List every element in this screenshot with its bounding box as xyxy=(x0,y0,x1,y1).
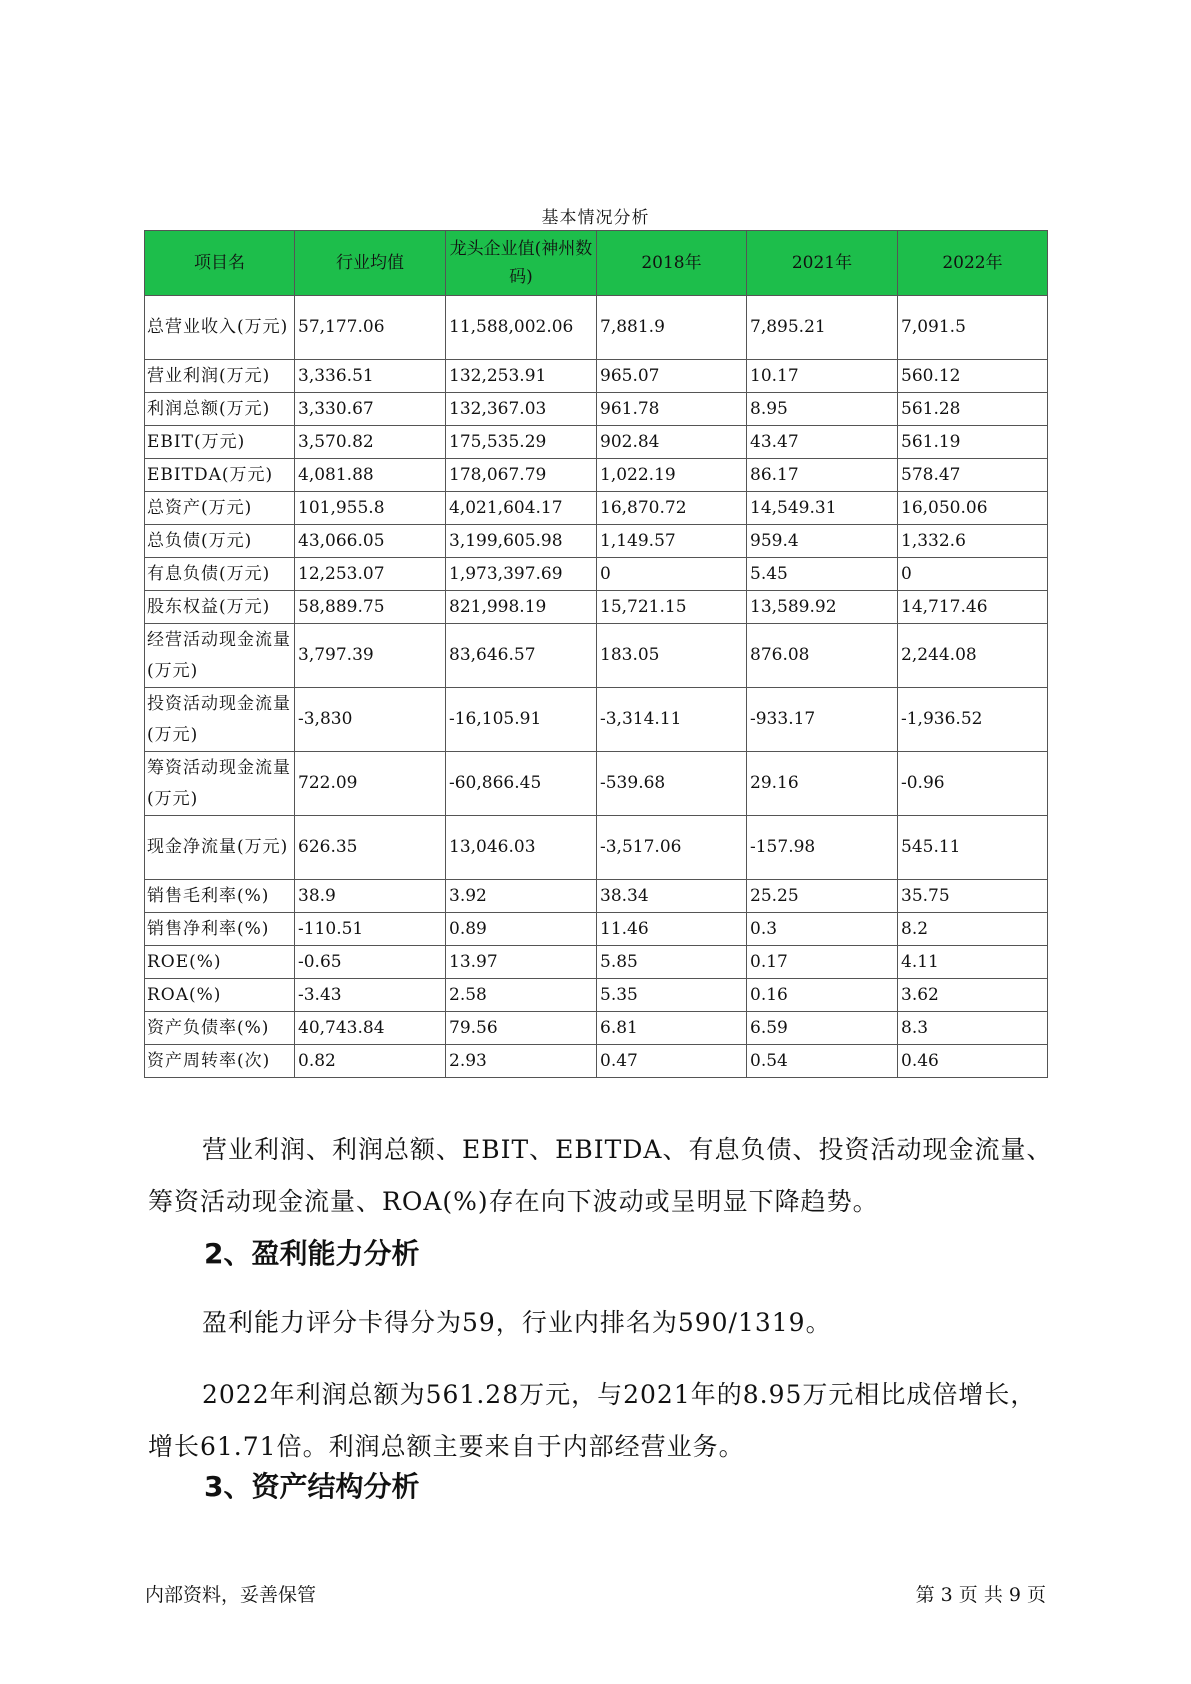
table-cell: 38.34 xyxy=(597,880,747,913)
analysis-paragraph: 营业利润、利润总额、EBIT、EBITDA、有息负债、投资活动现金流量、筹资活动现金流量、ROA(%)存在向下波动或呈明显下降趋势。 xyxy=(148,1135,1053,1216)
table-cell: 4.11 xyxy=(898,946,1048,979)
table-cell: 40,743.84 xyxy=(295,1012,446,1045)
table-caption: 基本情况分析 xyxy=(541,208,650,228)
section-heading-asset-structure: 3、资产结构分析 xyxy=(204,1470,420,1503)
table-row xyxy=(145,816,1048,880)
table-cell: -60,866.45 xyxy=(446,752,597,816)
table-cell: -0.65 xyxy=(295,946,446,979)
table-cell: 11,588,002.06 xyxy=(446,296,597,360)
table-cell: 4,081.88 xyxy=(295,459,446,492)
table-row xyxy=(145,1012,1048,1045)
table-cell: 3,199,605.98 xyxy=(446,525,597,558)
table-cell: 821,998.19 xyxy=(446,591,597,624)
footer-confidential: 内部资料，妥善保管 xyxy=(145,1584,317,1606)
table-cell: 38.9 xyxy=(295,880,446,913)
table-cell: 8.2 xyxy=(898,913,1048,946)
table-row xyxy=(145,688,1048,752)
table-cell: -3,517.06 xyxy=(597,816,747,880)
table-cell: 4,021,604.17 xyxy=(446,492,597,525)
row-label: 股东权益(万元) xyxy=(145,591,295,624)
table-cell: -539.68 xyxy=(597,752,747,816)
table-cell: 175,535.29 xyxy=(446,426,597,459)
table-cell: -933.17 xyxy=(747,688,898,752)
row-label: 现金净流量(万元) xyxy=(145,816,295,880)
table-cell: 1,022.19 xyxy=(597,459,747,492)
table-cell: 16,870.72 xyxy=(597,492,747,525)
table-cell: 578.47 xyxy=(898,459,1048,492)
header-industry-avg: 行业均值 xyxy=(295,231,446,296)
table-cell: 2.93 xyxy=(446,1045,597,1078)
table-cell: 961.78 xyxy=(597,393,747,426)
table-row xyxy=(145,426,1048,459)
table-cell: -1,936.52 xyxy=(898,688,1048,752)
table-cell: 57,177.06 xyxy=(295,296,446,360)
table-cell: 0.89 xyxy=(446,913,597,946)
table-cell: 2.58 xyxy=(446,979,597,1012)
table-cell: 722.09 xyxy=(295,752,446,816)
row-label: 销售净利率(%) xyxy=(145,913,295,946)
table-cell: 16,050.06 xyxy=(898,492,1048,525)
table-cell: 561.28 xyxy=(898,393,1048,426)
table-cell: -3,830 xyxy=(295,688,446,752)
table-cell: -110.51 xyxy=(295,913,446,946)
header-2018: 2018年 xyxy=(597,231,747,296)
table-row xyxy=(145,880,1048,913)
table-row xyxy=(145,624,1048,688)
row-label: EBITDA(万元) xyxy=(145,459,295,492)
row-label: ROA(%) xyxy=(145,979,295,1012)
table-row xyxy=(145,459,1048,492)
table-cell: 15,721.15 xyxy=(597,591,747,624)
table-row xyxy=(145,360,1048,393)
table-cell: -157.98 xyxy=(747,816,898,880)
score-paragraph: 盈利能力评分卡得分为59，行业内排名为590/1319。 xyxy=(202,1308,832,1337)
table-cell: 3,797.39 xyxy=(295,624,446,688)
table-row xyxy=(145,591,1048,624)
table-cell: 43,066.05 xyxy=(295,525,446,558)
table-cell: 3.62 xyxy=(898,979,1048,1012)
table-cell: 876.08 xyxy=(747,624,898,688)
table-cell: 43.47 xyxy=(747,426,898,459)
table-cell: 35.75 xyxy=(898,880,1048,913)
table-cell: 8.95 xyxy=(747,393,898,426)
table-cell: 5.85 xyxy=(597,946,747,979)
row-label: 资产周转率(次) xyxy=(145,1045,295,1078)
table-cell: 14,549.31 xyxy=(747,492,898,525)
table-cell: 25.25 xyxy=(747,880,898,913)
table-row xyxy=(145,752,1048,816)
table-cell: 13.97 xyxy=(446,946,597,979)
table-cell: -3.43 xyxy=(295,979,446,1012)
header-2022: 2022年 xyxy=(898,231,1048,296)
row-label: 筹资活动现金流量(万元) xyxy=(145,752,295,816)
table-cell: 0 xyxy=(597,558,747,591)
header-leader-value: 龙头企业值(神州数码) xyxy=(446,231,597,296)
table-cell: 7,895.21 xyxy=(747,296,898,360)
footer-page-number: 第 3 页 共 9 页 xyxy=(915,1584,1046,1606)
table-row xyxy=(145,913,1048,946)
table-cell: 0.17 xyxy=(747,946,898,979)
table-cell: 560.12 xyxy=(898,360,1048,393)
table-cell: 0.47 xyxy=(597,1045,747,1078)
table-cell: 0.16 xyxy=(747,979,898,1012)
table-cell: 3,330.67 xyxy=(295,393,446,426)
table-header-row xyxy=(145,231,1048,296)
profit-paragraph: 2022年利润总额为561.28万元，与2021年的8.95万元相比成倍增长，增长61.71倍。利润总额主要来自于内部经营业务。 xyxy=(148,1380,1037,1461)
row-label: 投资活动现金流量(万元) xyxy=(145,688,295,752)
table-cell: 5.45 xyxy=(747,558,898,591)
table-cell: 13,589.92 xyxy=(747,591,898,624)
table-cell: 183.05 xyxy=(597,624,747,688)
table-cell: -0.96 xyxy=(898,752,1048,816)
table-cell: 3,336.51 xyxy=(295,360,446,393)
table-cell: 0.82 xyxy=(295,1045,446,1078)
row-label: 经营活动现金流量(万元) xyxy=(145,624,295,688)
table-row xyxy=(145,979,1048,1012)
row-label: 总资产(万元) xyxy=(145,492,295,525)
row-label: 总营业收入(万元) xyxy=(145,296,295,360)
table-cell: 10.17 xyxy=(747,360,898,393)
row-label: EBIT(万元) xyxy=(145,426,295,459)
table-row xyxy=(145,492,1048,525)
table-cell: 1,332.6 xyxy=(898,525,1048,558)
table-cell: 0.3 xyxy=(747,913,898,946)
table-cell: 11.46 xyxy=(597,913,747,946)
row-label: 有息负债(万元) xyxy=(145,558,295,591)
table-cell: 86.17 xyxy=(747,459,898,492)
row-label: ROE(%) xyxy=(145,946,295,979)
table-cell: 1,973,397.69 xyxy=(446,558,597,591)
table-row xyxy=(145,296,1048,360)
row-label: 营业利润(万元) xyxy=(145,360,295,393)
table-cell: 178,067.79 xyxy=(446,459,597,492)
table-cell: 0 xyxy=(898,558,1048,591)
table-cell: 6.81 xyxy=(597,1012,747,1045)
row-label: 资产负债率(%) xyxy=(145,1012,295,1045)
table-cell: 13,046.03 xyxy=(446,816,597,880)
row-label: 总负债(万元) xyxy=(145,525,295,558)
table-cell: 83,646.57 xyxy=(446,624,597,688)
table-cell: 12,253.07 xyxy=(295,558,446,591)
table-cell: 2,244.08 xyxy=(898,624,1048,688)
financial-table xyxy=(144,230,1048,1078)
table-cell: -3,314.11 xyxy=(597,688,747,752)
table-cell: 0.54 xyxy=(747,1045,898,1078)
table-cell: 29.16 xyxy=(747,752,898,816)
table-row xyxy=(145,1045,1048,1078)
table-cell: 959.4 xyxy=(747,525,898,558)
row-label: 利润总额(万元) xyxy=(145,393,295,426)
table-cell: 101,955.8 xyxy=(295,492,446,525)
table-cell: 0.46 xyxy=(898,1045,1048,1078)
table-row xyxy=(145,393,1048,426)
table-cell: 626.35 xyxy=(295,816,446,880)
table-cell: 561.19 xyxy=(898,426,1048,459)
table-cell: 965.07 xyxy=(597,360,747,393)
table-cell: 902.84 xyxy=(597,426,747,459)
table-cell: 3,570.82 xyxy=(295,426,446,459)
table-cell: 7,091.5 xyxy=(898,296,1048,360)
header-item-name: 项目名 xyxy=(145,231,295,296)
table-cell: 14,717.46 xyxy=(898,591,1048,624)
table-cell: 1,149.57 xyxy=(597,525,747,558)
table-body xyxy=(145,296,1048,1078)
table-cell: 545.11 xyxy=(898,816,1048,880)
table-cell: 79.56 xyxy=(446,1012,597,1045)
table-cell: 7,881.9 xyxy=(597,296,747,360)
table-cell: -16,105.91 xyxy=(446,688,597,752)
table-cell: 6.59 xyxy=(747,1012,898,1045)
table-cell: 8.3 xyxy=(898,1012,1048,1045)
section-heading-profitability: 2、盈利能力分析 xyxy=(204,1237,420,1270)
table-cell: 5.35 xyxy=(597,979,747,1012)
table-cell: 58,889.75 xyxy=(295,591,446,624)
table-row xyxy=(145,558,1048,591)
table-cell: 132,253.91 xyxy=(446,360,597,393)
table-row xyxy=(145,946,1048,979)
table-cell: 132,367.03 xyxy=(446,393,597,426)
header-2021: 2021年 xyxy=(747,231,898,296)
row-label: 销售毛利率(%) xyxy=(145,880,295,913)
table-cell: 3.92 xyxy=(446,880,597,913)
table-row xyxy=(145,525,1048,558)
